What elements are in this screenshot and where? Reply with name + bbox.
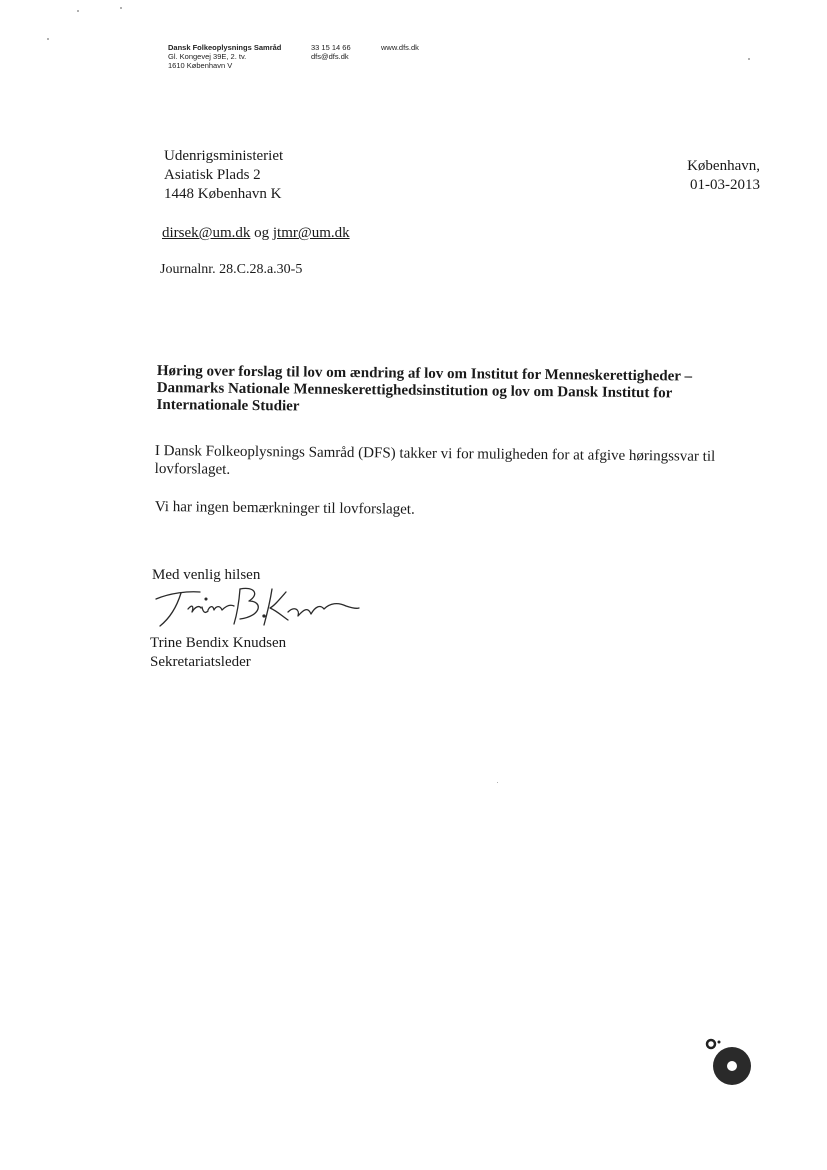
letter-subject: Høring over forslag til lov om ændring af lov om Institut for Menneskerettigheder – Danmarks Nationale Menneskerettighedsinstitution og lov om Dansk Institut for Internationale Studier: [156, 363, 693, 415]
date-place: København,: [687, 158, 760, 174]
signer-block: [150, 634, 286, 672]
signer-title: Sekretariatsleder: [150, 654, 251, 670]
letterhead-web: [381, 43, 419, 52]
signer-name: Trine Bendix Knudsen: [150, 635, 287, 651]
closing-greeting: Med venlig hilsen: [152, 567, 261, 583]
handwritten-signature: [148, 582, 363, 634]
letterhead-organization: [168, 43, 281, 70]
recipient-city: 1448 København K: [164, 186, 282, 202]
recipient-name: Udenrigsministeriet: [164, 148, 284, 164]
date-block: [687, 157, 760, 195]
recipient-emails: [162, 224, 350, 243]
archive-stamp-icon: [703, 1034, 755, 1086]
org-phone: 33 15 14 66: [311, 43, 351, 52]
email-connector: og: [254, 225, 270, 241]
org-address-line2: 1610 København V: [168, 61, 233, 70]
email-link-2[interactable]: jtmr@um.dk: [272, 225, 350, 241]
org-name: Dansk Folkeoplysnings Samråd: [168, 43, 282, 52]
date-value: 01-03-2013: [690, 177, 760, 193]
body-paragraph-1: I Dansk Folkeoplysnings Samråd (DFS) takker vi for muligheden for at afgive høringssvar til lovforslaget.: [154, 442, 716, 478]
org-website: www.dfs.dk: [381, 43, 419, 52]
org-address-line1: Gl. Kongevej 39E, 2. tv.: [168, 52, 247, 61]
org-email: dfs@dfs.dk: [311, 52, 349, 61]
letterhead-contact: [311, 43, 351, 61]
recipient-street: Asiatisk Plads 2: [164, 167, 261, 183]
scan-speck: [748, 58, 750, 60]
scan-speck: [77, 10, 79, 12]
body-paragraph-2: Vi har ingen bemærkninger til lovforslaget.: [154, 498, 415, 518]
recipient-address: [164, 147, 283, 204]
journal-number: Journalnr. 28.C.28.a.30-5: [160, 262, 303, 277]
scan-speck: [47, 38, 49, 40]
email-link-1[interactable]: dirsek@um.dk: [162, 225, 251, 241]
scan-speck: [497, 782, 498, 783]
scan-speck: [120, 7, 122, 9]
